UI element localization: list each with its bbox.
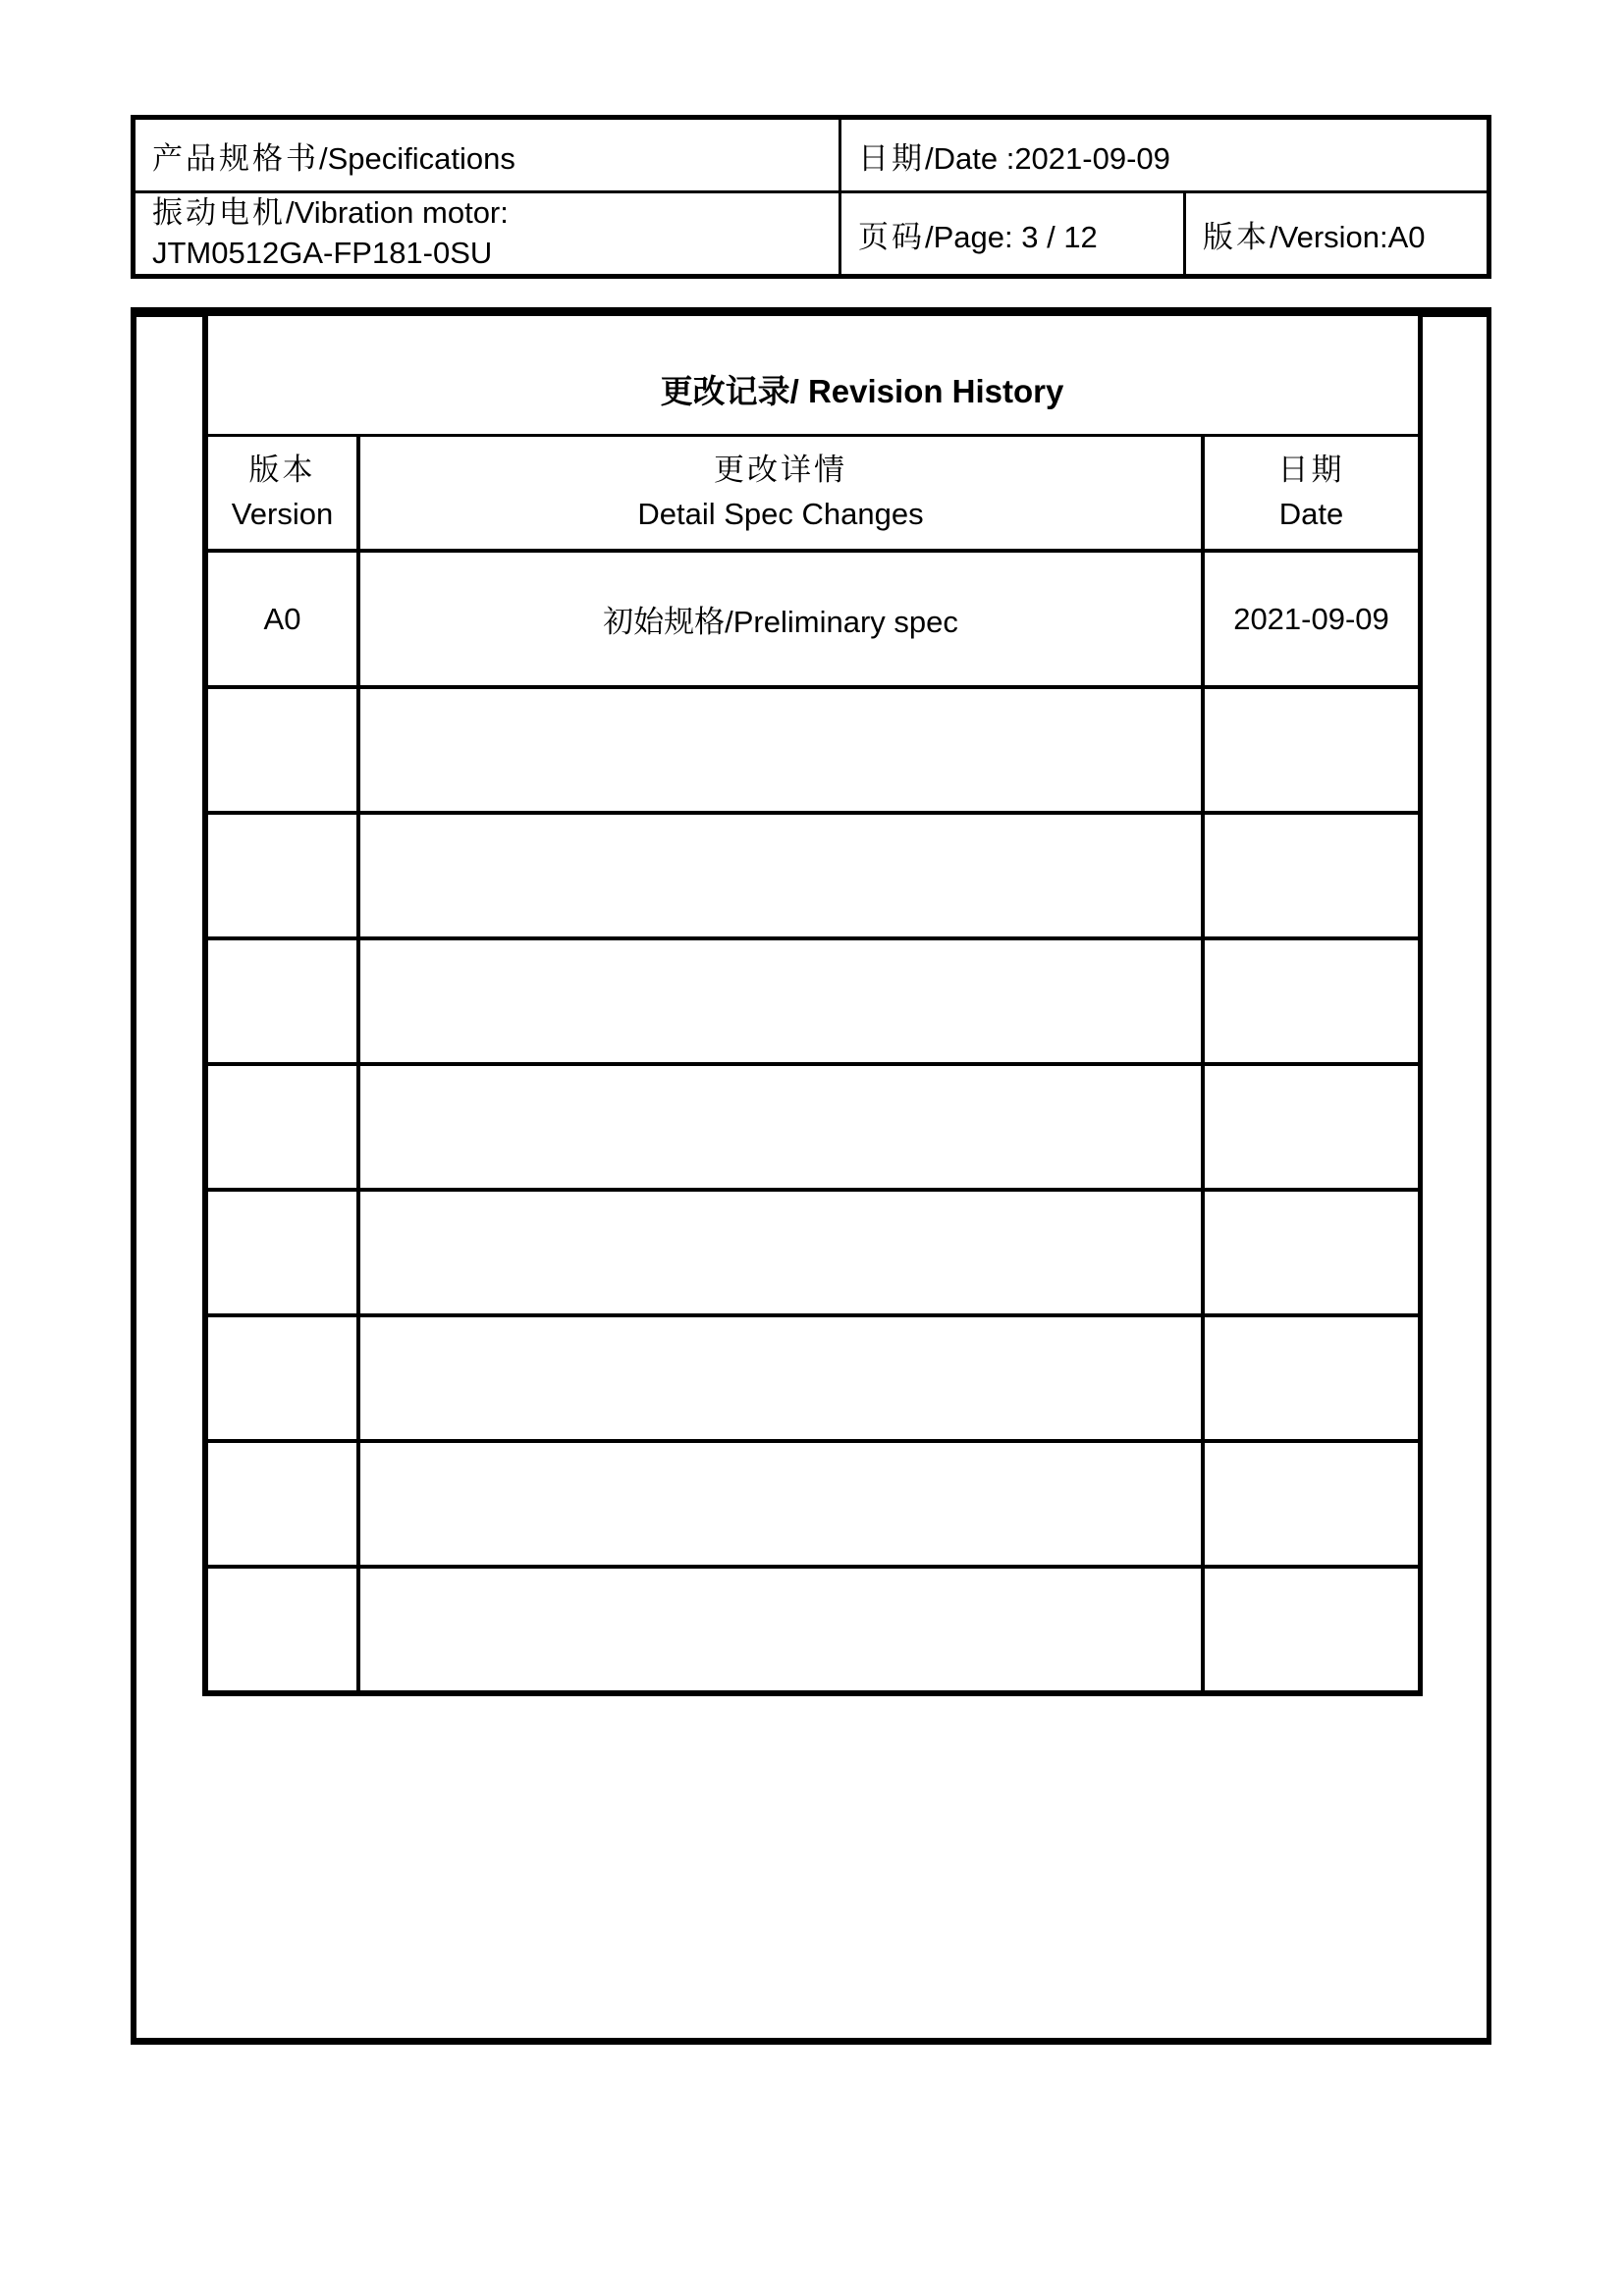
revision-row-version	[208, 1317, 356, 1439]
column-header-date	[1205, 437, 1418, 549]
column-header-detail-en: Detail Spec Changes	[637, 497, 924, 531]
revision-row-empty-4	[208, 1066, 1418, 1192]
revision-row-detail	[356, 689, 1205, 811]
column-header-detail-zh: 更改详情	[714, 453, 847, 488]
revision-row-detail	[356, 1569, 1205, 1690]
version-cell	[1183, 193, 1487, 274]
revision-row-date	[1205, 940, 1418, 1062]
revision-row-date	[1205, 1443, 1418, 1565]
version-label-zh: 版本	[1203, 219, 1270, 254]
revision-row-date: 2021-09-09	[1233, 601, 1389, 636]
date-label-en: /Date :2021-09-09	[925, 140, 1170, 176]
revision-row-detail	[356, 1443, 1205, 1565]
page-number-label	[858, 212, 1098, 256]
revision-row-date	[1205, 1317, 1418, 1439]
revision-row-version	[208, 940, 356, 1062]
revision-row-version	[208, 1569, 356, 1690]
revision-row-empty-6	[208, 1317, 1418, 1443]
revision-row-empty-3	[208, 940, 1418, 1066]
revision-row-date	[1205, 689, 1418, 811]
page-number-cell	[839, 193, 1183, 274]
page-number-label-zh: 页码	[858, 219, 925, 254]
revision-row-version	[208, 1443, 356, 1565]
revision-row-detail	[356, 940, 1205, 1062]
revision-row-version	[208, 1066, 356, 1188]
revision-history-title	[661, 366, 1064, 412]
date-label-zh: 日期	[858, 140, 925, 176]
revision-row-detail-text	[603, 597, 958, 641]
motor-label	[152, 193, 509, 234]
revision-row-detail	[356, 815, 1205, 936]
version-label	[1203, 212, 1426, 256]
revision-row-empty-8	[208, 1569, 1418, 1690]
revision-row-detail-zh: 初始规格	[603, 605, 726, 639]
revision-row-detail	[356, 1066, 1205, 1188]
product-spec-label	[152, 133, 515, 178]
revision-row-date	[1205, 1192, 1418, 1313]
column-header-version	[208, 437, 356, 549]
revision-row-version	[208, 1192, 356, 1313]
revision-row-date	[1205, 1569, 1418, 1690]
revision-row-empty-1	[208, 689, 1418, 815]
revision-row-detail	[356, 553, 1205, 685]
revision-row-version: A0	[263, 601, 301, 636]
revision-row-date	[1205, 815, 1418, 936]
column-header-version-zh: 版本	[248, 453, 316, 488]
product-spec-cell	[135, 120, 839, 190]
revision-row-a0	[208, 553, 1418, 689]
motor-label-zh: 振动电机	[152, 195, 286, 231]
motor-label-en: /Vibration motor:	[286, 195, 509, 231]
revision-row-version	[208, 815, 356, 936]
revision-history-title-row	[208, 316, 1418, 437]
revision-row-empty-5	[208, 1192, 1418, 1317]
page-number-label-en: /Page: 3 / 12	[925, 219, 1098, 254]
date-cell	[839, 120, 1487, 190]
revision-row-detail	[356, 1317, 1205, 1439]
column-header-row	[208, 437, 1418, 553]
column-header-date-zh: 日期	[1277, 453, 1345, 488]
revision-row-detail	[356, 1192, 1205, 1313]
revision-history-title-en: / Revision History	[789, 372, 1064, 409]
motor-model: JTM0512GA-FP181-0SU	[152, 236, 493, 270]
header-row-1	[135, 120, 1487, 193]
column-header-version-en: Version	[231, 497, 334, 531]
column-header-detail	[356, 437, 1205, 549]
revision-row-version	[208, 689, 356, 811]
revision-history-table	[202, 316, 1423, 1696]
revision-history-title-zh: 更改记录	[660, 372, 790, 409]
motor-cell	[135, 193, 839, 274]
revision-row-detail-en: /Preliminary spec	[725, 605, 958, 639]
header-row-2	[135, 193, 1487, 274]
version-label-en: /Version:A0	[1270, 219, 1426, 254]
product-spec-label-en: /Specifications	[319, 140, 515, 176]
revision-row-date	[1205, 1066, 1418, 1188]
revision-row-empty-2	[208, 815, 1418, 940]
date-label	[858, 133, 1170, 178]
header-table	[131, 115, 1491, 279]
product-spec-label-zh: 产品规格书	[152, 140, 319, 176]
column-header-date-en: Date	[1278, 497, 1344, 531]
revision-row-empty-7	[208, 1443, 1418, 1569]
